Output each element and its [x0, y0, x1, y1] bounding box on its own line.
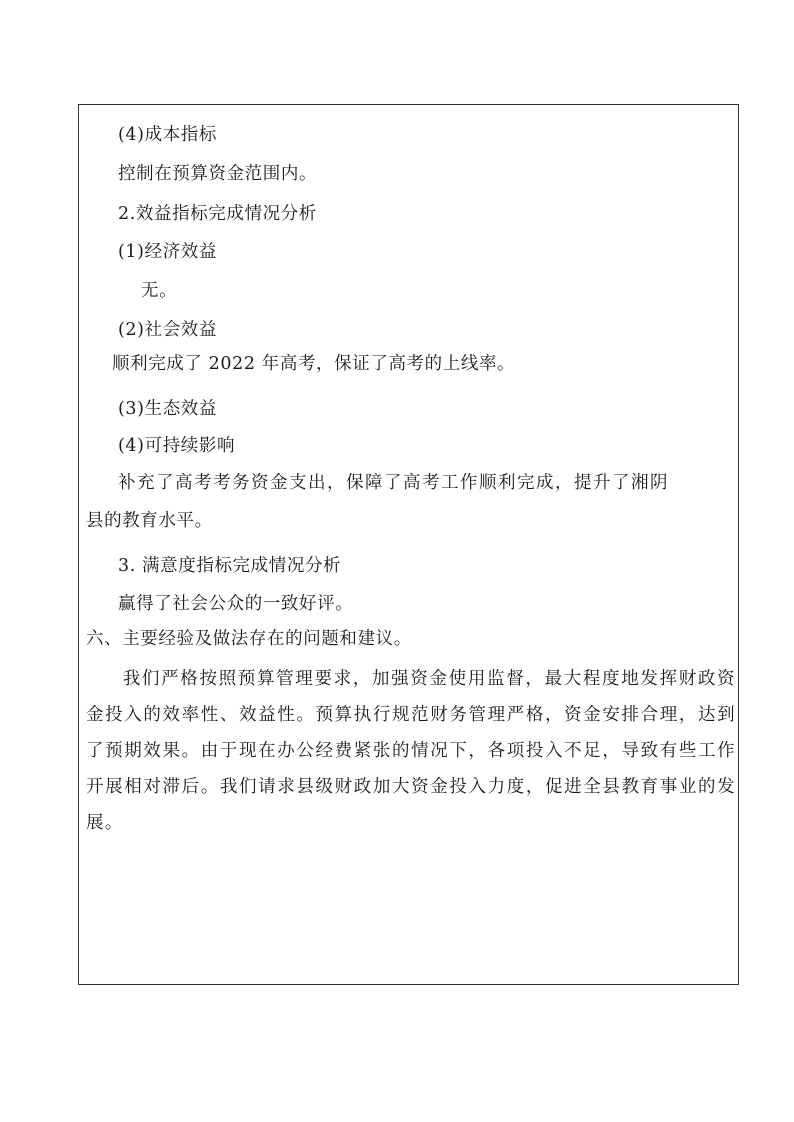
- satisfaction-analysis-heading: 3. 满意度指标完成情况分析: [118, 556, 342, 576]
- social-benefit-text: 顺利完成了 2022 年高考，保证了高考的上线率。: [112, 354, 516, 374]
- economic-benefit-text: 无。: [141, 281, 178, 301]
- sustainable-impact-text-line-2: 县的教育水平。: [86, 511, 213, 531]
- cost-indicator-heading: (4)成本指标: [118, 125, 217, 145]
- ecological-benefit-heading: (3)生态效益: [118, 399, 217, 419]
- economic-benefit-heading: (1)经济效益: [118, 242, 217, 262]
- sustainable-impact-heading: (4)可持续影响: [118, 436, 236, 456]
- benefit-analysis-heading: 2.效益指标完成情况分析: [118, 204, 317, 224]
- section-six-heading: 六、主要经验及做法存在的问题和建议。: [86, 629, 412, 649]
- section-six-paragraph: 我们严格按照预算管理要求，加强资金使用监督，最大程度地发挥财政资金投入的效率性、效益性。预算执行规范财务管理严格，资金安排合理，达到了预期效果。由于现在办公经费紧张的情况下，各项投入不足，导致有些工作开展相对滞后。我们请求县级财政加大资金投入力度，促进全县教育事业的发展。: [86, 669, 736, 833]
- cost-indicator-text: 控制在预算资金范围内。: [118, 164, 318, 184]
- satisfaction-text: 赢得了社会公众的一致好评。: [118, 594, 354, 614]
- social-benefit-heading: (2)社会效益: [118, 320, 217, 340]
- content-frame: [78, 104, 739, 985]
- sustainable-impact-text-line-1: 补充了高考考务资金支出，保障了高考工作顺利完成，提升了湘阴: [118, 473, 669, 493]
